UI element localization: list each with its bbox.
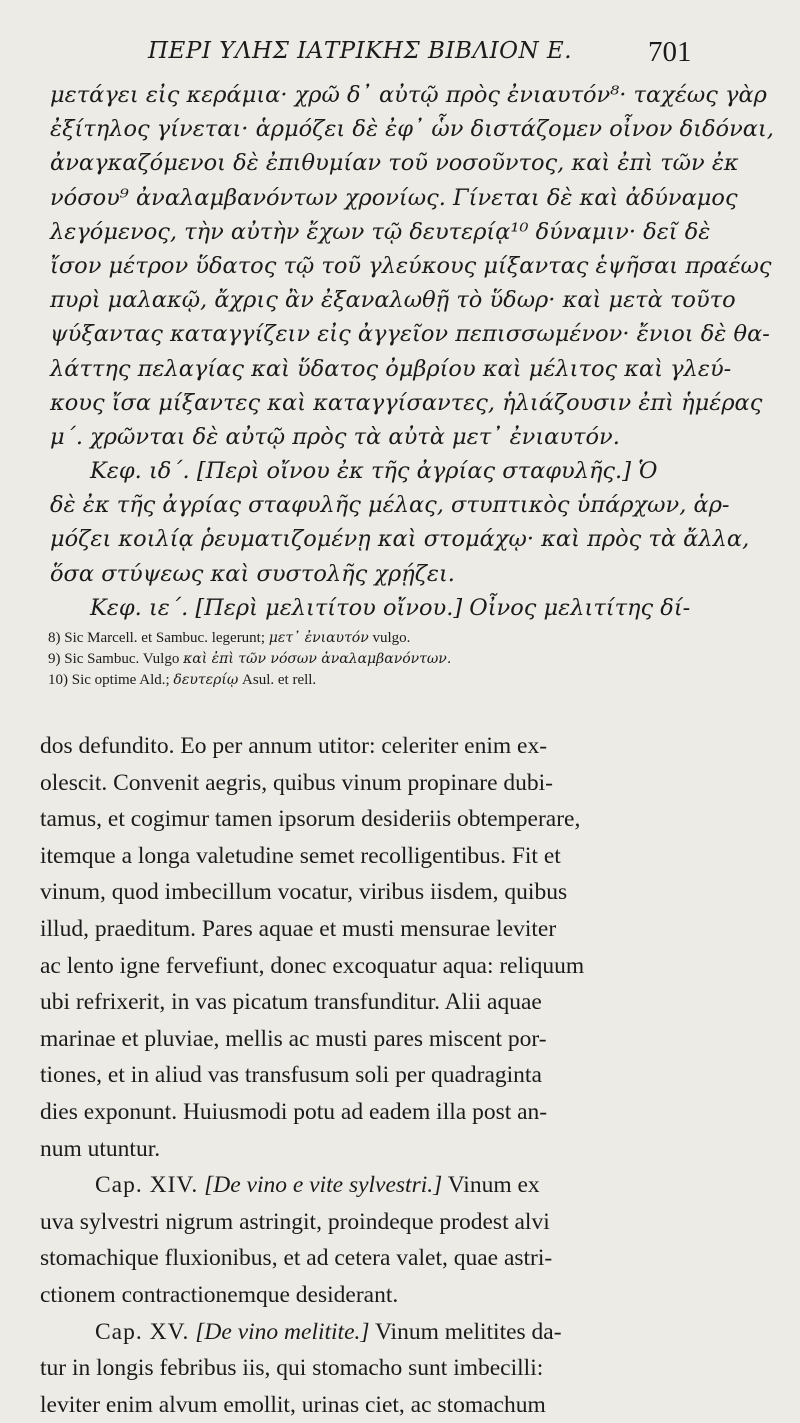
latin-line: leviter enim alvum emollit, urinas ciet, ac stomachum [40,1391,546,1418]
greek-line: ψύξαντας καταγγίζειν εἰς ἀγγεῖον πεπισσωμένον· ἔνιοι δὲ θα- [50,321,770,348]
latin-line: marinae et pluviae, mellis ac musti pares miscent por- [40,1025,547,1052]
chapter-text: Vinum melitites da- [375,1318,562,1345]
chapter-label: Cap. XV. [95,1318,190,1345]
greek-line: λάττης πελαγίας καὶ ὕδατος ὀμβρίου καὶ μέλιτος καὶ γλεύ- [50,355,732,382]
greek-line: πυρὶ μαλακῷ, ἄχρις ἂν ἐξαναλωθῇ τὸ ὕδωρ· καὶ μετὰ τοῦτο [50,287,736,314]
chapter-title: [De vino melitite.] [195,1318,370,1345]
latin-text-block [40,728,705,1423]
greek-line: μετάγει εἰς κεράμια· χρῶ δ᾽ αὐτῷ πρὸς ἐνιαυτόν⁸· ταχέως γὰρ [50,82,767,108]
chapter-label: Cap. XIV. [95,1172,199,1199]
latin-line: tiones, et in aliud vas transfusum soli per quadraginta [40,1062,542,1089]
page-header [0,30,800,74]
running-title: ΠΕΡΙ ΥΛΗΣ ΙΑΤΡΙΚΗΣ ΒΙΒΛΙΟΝ Ε. [148,38,573,64]
footnote [48,628,728,649]
footnotes [48,628,728,691]
footnote-tail: Asul. et rell. [242,672,317,688]
chapter-14-heading-line [40,1167,705,1204]
latin-line: itemque a longa valetudine semet recolligentibus. Fit et [40,842,561,869]
greek-text-block [50,78,774,625]
greek-line: ὅσα στύψεως καὶ συστολῆς χρῄζει. [50,560,455,587]
latin-line: ctionem contractionemque desiderant. [40,1281,399,1308]
latin-line: num utuntur. [40,1135,161,1162]
footnote-greek: καὶ ἐπὶ τῶν νόσων ἀναλαμβανόντων. [183,651,452,667]
footnote-number: 10) [48,672,68,688]
greek-line: δὲ ἐκ τῆς ἀγρίας σταφυλῆς μέλας, στυπτικὸς ὑπάρχων, ἁρ- [50,492,730,519]
greek-line: μ΄. χρῶνται δὲ αὐτῷ πρὸς τὰ αὐτὰ μετ᾽ ἐνιαυτόν. [50,423,620,450]
greek-line: κους ἴσα μίξαντες καὶ καταγγίσαντες, ἡλιάζουσιν ἐπὶ ἡμέρας [50,389,763,416]
latin-line: illud, praeditum. Pares aquae et musti mensurae leviter [40,915,557,942]
latin-line: dies exponunt. Huiusmodi potu ad eadem illa post an- [40,1098,548,1125]
footnote-text: Sic Marcell. et Sambuc. legerunt; [64,630,266,646]
latin-line: olescit. Convenit aegris, quibus vinum propinare dubi- [40,769,553,796]
chapter-title: [De vino e vite sylvestri.] [204,1172,443,1199]
footnote-greek: μετ᾽ ἐνιαυτόν [268,630,369,646]
latin-line: tur in longis febribus iis, qui stomacho sunt imbecilli: [40,1355,544,1382]
greek-line: ἴσον μέτρον ὕδατος τῷ τοῦ γλεύκους μίξαντας ἑψῆσαι πραέως [50,252,772,279]
footnote-number: 8) [48,630,61,646]
greek-line: ἐξίτηλος γίνεται· ἁρμόζει δὲ ἐφ᾽ ὧν διστάζομεν οἶνον διδόναι, [50,116,774,143]
chapter-text: Vinum ex [447,1172,540,1199]
greek-line: ἀναγκαζόμενοι δὲ ἐπιθυμίαν τοῦ νοσοῦντος, καὶ ἐπὶ τῶν ἐκ [50,150,739,177]
greek-chapter-14-heading: Κεφ. ιδ΄. [Περὶ οἴνου ἐκ τῆς ἀγρίας σταφυλῆς.] Ὁ [90,458,658,485]
footnote-text: Sic Sambuc. Vulgo [64,651,180,667]
footnote-tail: vulgo. [372,630,411,646]
footnote [48,670,728,691]
greek-chapter-15-heading: Κεφ. ιε΄. [Περὶ μελιτίτου οἴνου.] Οἶνος μελιτίτης δί- [90,594,691,621]
greek-line: λεγόμενος, τὴν αὐτὴν ἔχων τῷ δευτερίᾳ¹⁰ δύναμιν· δεῖ δὲ [50,218,711,245]
latin-line: uva sylvestri nigrum astringit, proindeque prodest alvi [40,1208,550,1235]
page-number: 701 [648,36,692,68]
latin-line: vinum, quod imbecillum vocatur, viribus iisdem, quibus [40,879,568,906]
greek-line: μόζει κοιλίᾳ ῥευματιζομένῃ καὶ στομάχῳ· καὶ πρὸς τὰ ἄλλα, [50,526,750,553]
chapter-15-heading-line [40,1314,705,1351]
latin-line: ac lento igne fervefiunt, donec excoquatur aqua: reliquum [40,952,585,979]
footnote-greek: δευτερίῳ [173,672,239,688]
footnote [48,649,728,670]
latin-line: dos defundito. Eo per annum utitor: celeriter enim ex- [40,733,548,759]
latin-line: stomachique fluxionibus, et ad cetera valet, quae astri- [40,1245,553,1272]
footnote-number: 9) [48,651,61,667]
greek-line: νόσου⁹ ἀναλαμβανόντων χρονίως. Γίνεται δὲ καὶ ἀδύναμος [50,184,738,211]
footnote-text: Sic optime Ald.; [71,672,170,688]
latin-line: tamus, et cogimur tamen ipsorum desideriis obtemperare, [40,806,581,833]
latin-line: ubi refrixerit, in vas picatum transfunditur. Alii aquae [40,989,542,1016]
